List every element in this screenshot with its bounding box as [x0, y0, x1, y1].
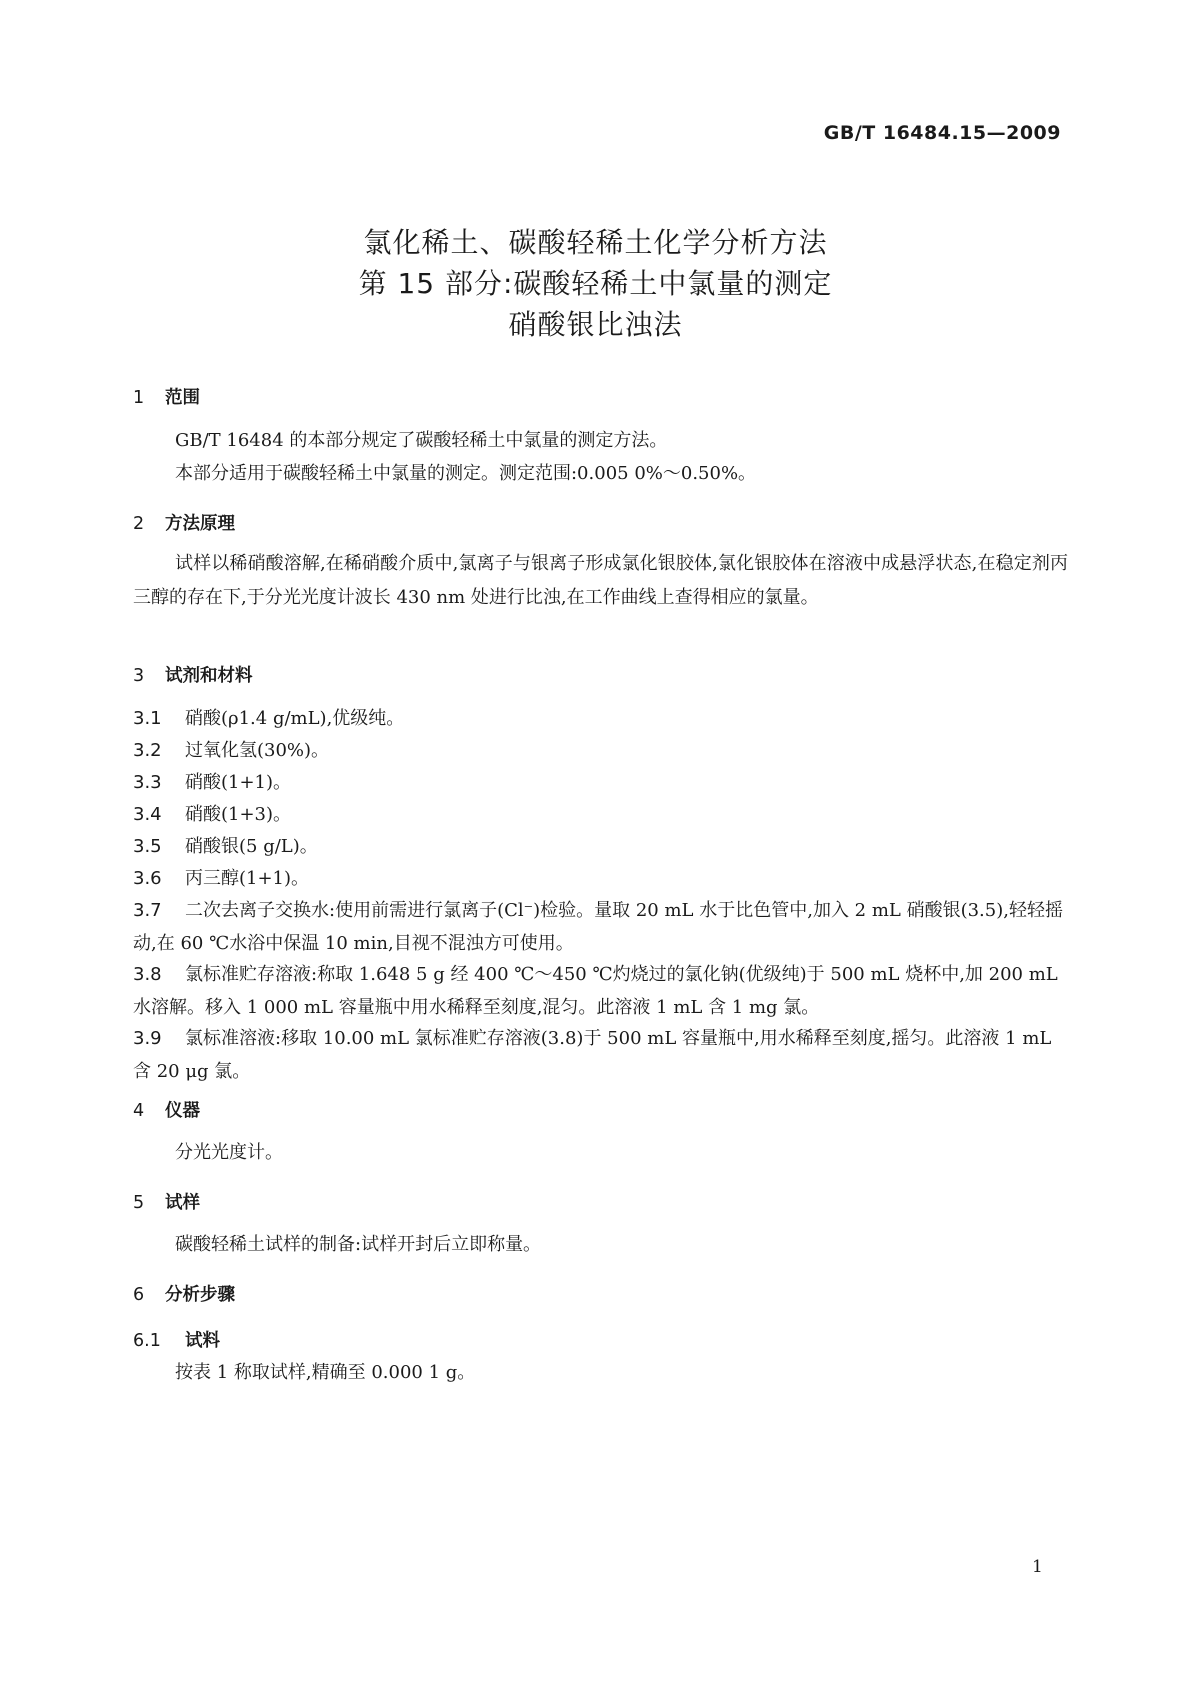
item-number: 3.2 [133, 740, 162, 761]
section-title: 方法原理 [165, 514, 235, 534]
section-number: 2 [133, 514, 145, 534]
item-number: 3.8 [133, 964, 162, 985]
title-line-3: 硝酸银比浊法 [508, 308, 683, 341]
section-5-heading [133, 1189, 200, 1214]
item-number: 3.7 [133, 900, 162, 921]
subsection-6-1-heading [133, 1327, 220, 1352]
section-number: 6 [133, 1285, 145, 1305]
item-text: 过氧化氢(30%)。 [185, 740, 330, 761]
section-4-paragraph-1: 分光光度计。 [175, 1142, 283, 1163]
subsection-title: 试料 [185, 1331, 220, 1351]
list-item [133, 830, 1068, 863]
item-text: 丙三醇(1+1)。 [185, 868, 310, 889]
item-text: 氯标准贮存溶液:称取 1.648 5 g 经 400 ℃～450 ℃灼烧过的氯化钠(优级纯)于 500 mL 烧杯中,加 200 mL 水溶解。移入 1 000 mL 容量瓶中用水稀释至刻度,混匀。此溶液 1 mL 含 1 mg 氯。 [133, 964, 1058, 1018]
section-3-heading [133, 662, 253, 687]
section-1-paragraph-1: GB/T 16484 的本部分规定了碳酸轻稀土中氯量的测定方法。 [175, 430, 668, 451]
section-number: 5 [133, 1193, 145, 1213]
item-number: 3.1 [133, 708, 162, 729]
subsection-number: 6.1 [133, 1331, 161, 1351]
page-number: 1 [1032, 1557, 1043, 1577]
section-title: 试样 [165, 1193, 200, 1213]
section-title: 仪器 [165, 1101, 200, 1121]
section-1-paragraph-2: 本部分适用于碳酸轻稀土中氯量的测定。测定范围:0.005 0%～0.50%。 [175, 463, 757, 484]
section-2-paragraph-1: 试样以稀硝酸溶解,在稀硝酸介质中,氯离子与银离子形成氯化银胶体,氯化银胶体在溶液中成悬浮状态,在稳定剂丙三醇的存在下,于分光光度计波长 430 nm 处进行比浊,在工作曲线上查得相应的氯量。 [133, 553, 1068, 608]
list-item [133, 734, 1068, 767]
section-5-paragraph-1: 碳酸轻稀土试样的制备:试样开封后立即称量。 [175, 1234, 542, 1255]
item-text: 硝酸银(5 g/L)。 [185, 836, 318, 857]
section-2-heading [133, 510, 235, 535]
item-text: 硝酸(1+3)。 [185, 804, 292, 825]
section-number: 1 [133, 388, 145, 408]
item-text: 氯标准溶液:移取 10.00 mL 氯标准贮存溶液(3.8)于 500 mL 容量瓶中,用水稀释至刻度,摇匀。此溶液 1 mL 含 20 μg 氯。 [133, 1028, 1052, 1082]
item-number: 3.5 [133, 836, 162, 857]
item-number: 3.3 [133, 772, 162, 793]
section-title: 范围 [165, 388, 200, 408]
title-line-1: 氯化稀土、碳酸轻稀土化学分析方法 [363, 226, 828, 259]
list-item [133, 1022, 1068, 1088]
list-item [133, 798, 1068, 831]
item-number: 3.4 [133, 804, 162, 825]
item-number: 3.6 [133, 868, 162, 889]
section-title: 分析步骤 [165, 1285, 235, 1305]
item-text: 二次去离子交换水:使用前需进行氯离子(Cl⁻)检验。量取 20 mL 水于比色管中,加入 2 mL 硝酸银(3.5),轻轻摇动,在 60 ℃水浴中保温 10 min,目视不混浊方可使用。 [133, 900, 1063, 954]
item-text: 硝酸(ρ1.4 g/mL),优级纯。 [185, 708, 405, 729]
document-title [0, 222, 1191, 345]
section-6-heading [133, 1281, 235, 1306]
section-title: 试剂和材料 [165, 666, 253, 686]
list-item [133, 766, 1068, 799]
section-4-heading [133, 1097, 200, 1122]
list-item [133, 862, 1068, 895]
list-item [133, 958, 1068, 1024]
list-item [133, 894, 1068, 960]
section-number: 3 [133, 666, 145, 686]
item-number: 3.9 [133, 1028, 162, 1049]
section-number: 4 [133, 1101, 145, 1121]
title-line-2: 第 15 部分:碳酸轻稀土中氯量的测定 [358, 267, 833, 300]
list-item [133, 702, 1068, 735]
subsection-6-1-paragraph-1: 按表 1 称取试样,精确至 0.000 1 g。 [175, 1362, 476, 1383]
standard-code: GB/T 16484.15—2009 [823, 122, 1061, 144]
item-text: 硝酸(1+1)。 [185, 772, 292, 793]
section-1-heading [133, 384, 200, 409]
